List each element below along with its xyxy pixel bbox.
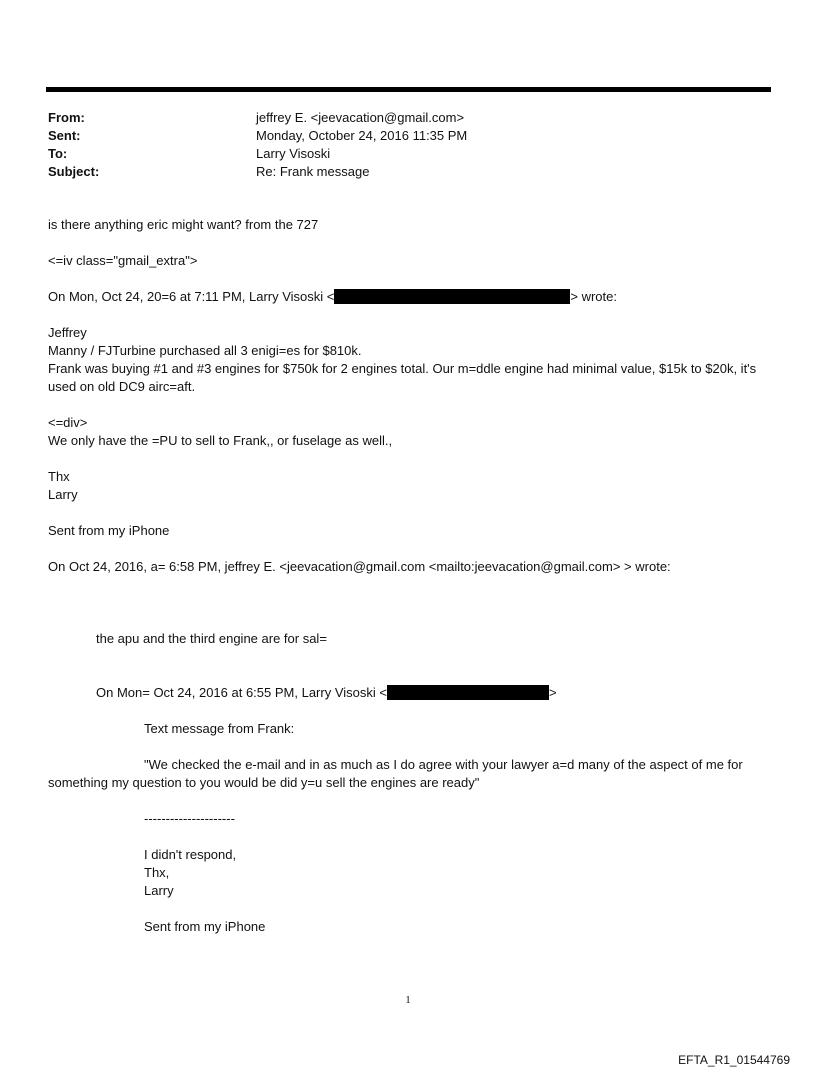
from-value: jeffrey E. <jeevacation@gmail.com> [256, 110, 465, 125]
body-line: <=iv class="gmail_extra"> [48, 253, 198, 268]
body-paragraph: "We checked the e-mail and in as much as I do agree with your lawyer a=d many of the aspect of me for something my question to you would be did y=u sell the engines are ready" [48, 757, 743, 790]
separator-line: --------------------- [144, 811, 235, 826]
quote-attribution [96, 684, 557, 702]
body-line: the apu and the third engine are for sal= [96, 631, 327, 646]
redaction-box [334, 289, 570, 304]
body-line: is there anything eric might want? from the 727 [48, 217, 319, 232]
body-line: Larry [144, 883, 174, 898]
sent-label: Sent: [48, 128, 81, 143]
page-number: 1 [405, 994, 411, 1006]
header-rule [46, 87, 771, 92]
body-paragraph: Frank was buying #1 and #3 engines for $750k for 2 engines total. Our m=ddle engine had minimal value, $15k to $20k, it's used on old DC9 airc=aft. [48, 361, 757, 394]
attribution-text: > wrote: [570, 289, 617, 304]
body-line: <=div> [48, 415, 88, 430]
body-line: Thx, [144, 865, 170, 880]
bates-number: EFTA_R1_01544769 [678, 1053, 790, 1067]
redaction-box [387, 685, 549, 700]
body-line: Thx [48, 469, 70, 484]
body-line: Sent from my iPhone [144, 919, 266, 934]
quote-attribution [48, 288, 617, 306]
subject-value: Re: Frank message [256, 164, 370, 179]
body-line: Sent from my iPhone [48, 523, 170, 538]
sent-value: Monday, October 24, 2016 11:35 PM [256, 128, 468, 143]
subject-label: Subject: [48, 164, 100, 179]
from-label: From: [48, 110, 85, 125]
body-line: Manny / FJTurbine purchased all 3 enigi=es for $810k. [48, 343, 362, 358]
attribution-text: > [548, 685, 557, 700]
to-value: Larry Visoski [256, 146, 331, 161]
body-line: Jeffrey [48, 325, 87, 340]
sent-row [48, 127, 748, 145]
attribution-text: On Mon= Oct 24, 2016 at 6:55 PM, Larry Visoski < [96, 685, 387, 700]
body-line: Text message from Frank: [144, 721, 295, 736]
attribution-text: On Mon, Oct 24, 20=6 at 7:11 PM, Larry Visoski < [48, 289, 335, 304]
to-row [48, 145, 748, 163]
quote-attribution: On Oct 24, 2016, a= 6:58 PM, jeffrey E. <jeevacation@gmail.com <mailto:jeevacation@gmail.com> > wrote: [48, 559, 671, 574]
body-line: We only have the =PU to sell to Frank,, or fuselage as well., [48, 433, 393, 448]
body-line: Larry [48, 487, 78, 502]
from-row [48, 109, 748, 127]
to-label: To: [48, 146, 68, 161]
email-header [48, 109, 748, 181]
body-line: I didn't respond, [144, 847, 237, 862]
subject-row [48, 163, 748, 181]
